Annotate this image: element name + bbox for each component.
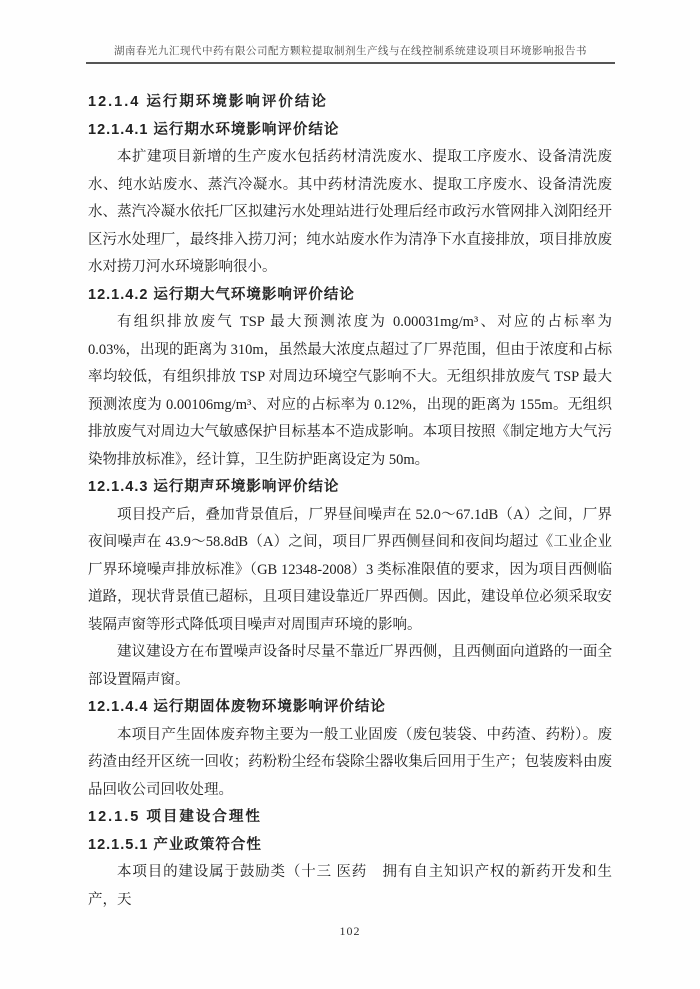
header-rule (86, 62, 615, 64)
section-heading-12-1-5-1: 12.1.5.1 产业政策符合性 (88, 836, 262, 853)
section-heading-12-1-4: 12.1.4 运行期环境影响评价结论 (88, 94, 328, 110)
section-heading-12-1-5: 12.1.5 项目建设合理性 (88, 809, 262, 825)
paragraph-industrial-policy: 本项目的建设属于鼓励类（十三 医药 拥有自主知识产权的新药开发和生产，天 (88, 864, 612, 908)
section-heading-12-1-4-3: 12.1.4.3 运行期声环境影响评价结论 (88, 479, 340, 495)
document-body (88, 89, 612, 914)
paragraph-air-conclusion: 有组织排放废气 TSP 最大预测浓度为 0.00031mg/m³、对应的占标率为 0.03%，出现的距离为 310m，虽然最大浓度点超过了厂界范围，但由于浓度和占标率均较低，有组织排放 TSP 对周边环境空气影响不大。无组织排放废气 TSP 最大预测浓度为 0.00106mg/m³、对应的占标率为 0.12%，出现的距离为 155m。无组织排放废气对周边大气敏感保护目标基本不造成影响。本项目按照《制定地方大气污染物排放标准》，经计算，卫生防护距离设定为 50m。 (88, 314, 612, 468)
header-title: 湖南春光九汇现代中药有限公司配方颗粒提取制剂生产线与在线控制系统建设项目环境影响报告书 (114, 46, 587, 57)
paragraph-noise-suggestion: 建议建设方在布置噪声设备时尽量不靠近厂界西侧，且西侧面向道路的一面全部设置隔声窗。 (88, 644, 612, 688)
section-heading-12-1-4-2: 12.1.4.2 运行期大气环境影响评价结论 (88, 286, 355, 303)
page-number: 102 (339, 924, 361, 938)
section-heading-12-1-4-1: 12.1.4.1 运行期水环境影响评价结论 (88, 121, 340, 138)
section-heading-12-1-4-4: 12.1.4.4 运行期固体废物环境影响评价结论 (88, 699, 386, 715)
page-footer (0, 922, 700, 940)
page-header (86, 0, 615, 64)
paragraph-solid-waste-conclusion: 本项目产生固体废弃物主要为一般工业固废（废包装袋、中药渣、药粉）。废药渣由经开区统一回收；药粉粉尘经布袋除尘器收集后回用于生产；包装废料由废品回收公司回收处理。 (88, 726, 612, 798)
paragraph-noise-conclusion: 项目投产后，叠加背景值后，厂界昼间噪声在 52.0～67.1dB（A）之间，厂界夜间噪声在 43.9～58.8dB（A）之间，项目厂界西侧昼间和夜间均超过《工业企业厂界环境噪声排放标准》（GB 12348-2008）3 类标准限值的要求，因为项目西侧临道路，现状背景值已超标，且项目建设靠近厂界西侧。因此，建设单位必须采取安装隔声窗等形式降低项目噪声对周围声环境的影响。 (88, 506, 612, 633)
paragraph-water-conclusion: 本扩建项目新增的生产废水包括药材清洗废水、提取工序废水、设备清洗废水、纯水站废水、蒸汽冷凝水。其中药材清洗废水、提取工序废水、设备清洗废水、蒸汽冷凝水依托厂区拟建污水处理站进行处理后经市政污水管网排入浏阳经开区污水处理厂，最终排入捞刀河；纯水站废水作为清净下水直接排放，项目排放废水对捞刀河水环境影响很小。 (88, 149, 612, 275)
